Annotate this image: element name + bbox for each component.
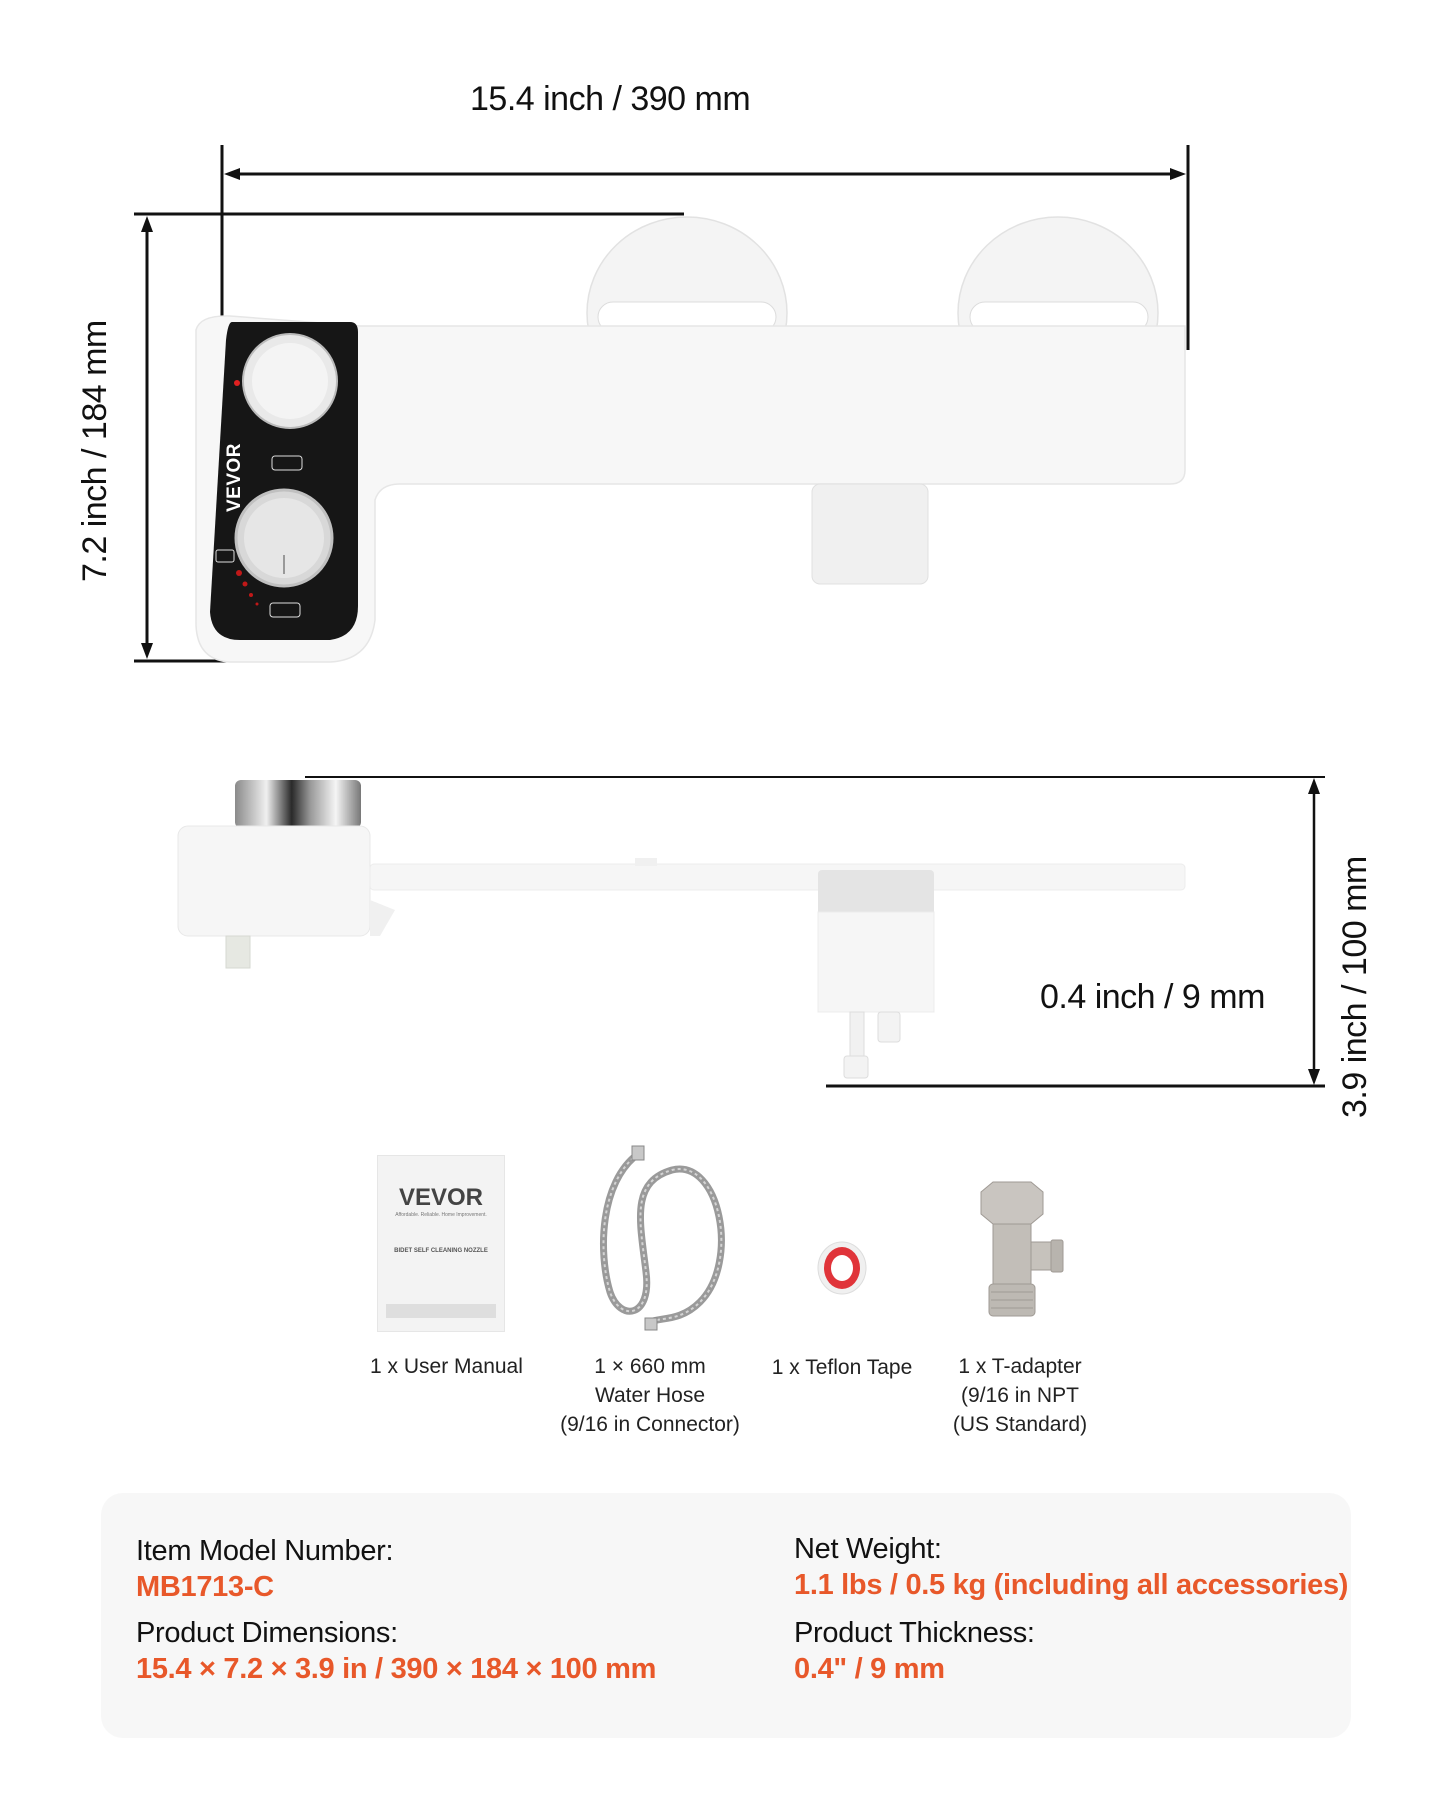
side-view-dimensions bbox=[0, 700, 1445, 1180]
thickness-dimension-label: 0.4 inch / 9 mm bbox=[1040, 978, 1265, 1016]
manual-tagline: Affordable. Reliable. Home Improvement. bbox=[395, 1212, 487, 1218]
height-dimension-label: 7.2 inch / 184 mm bbox=[76, 320, 114, 582]
accessory-water-hose-image bbox=[590, 1142, 730, 1342]
accessory-t-adapter-image bbox=[975, 1180, 1095, 1330]
accessory-user-manual-image bbox=[377, 1155, 505, 1332]
spec-thickness-label: Product Thickness: bbox=[794, 1617, 1035, 1649]
spec-thickness-value: 0.4" / 9 mm bbox=[794, 1653, 945, 1685]
accessory-teflon-tape-image bbox=[812, 1238, 872, 1308]
manual-brand: VEVOR bbox=[398, 1184, 484, 1211]
spec-model-label: Item Model Number: bbox=[136, 1535, 394, 1567]
control-panel-brand: VEVOR bbox=[224, 442, 245, 512]
spec-weight-value: 1.1 lbs / 0.5 kg (including all accessories) bbox=[794, 1569, 1349, 1601]
spec-weight-label: Net Weight: bbox=[794, 1533, 942, 1565]
spec-dimensions-value: 15.4 × 7.2 × 3.9 in / 390 × 184 × 100 mm bbox=[136, 1653, 657, 1685]
manual-title: BIDET SELF CLEANING NOZZLE bbox=[394, 1248, 488, 1254]
spec-model-value: MB1713-C bbox=[136, 1571, 274, 1603]
manual-footer-band bbox=[386, 1304, 496, 1318]
accessory-label-t-adapter: 1 x T-adapter (9/16 in NPT (US Standard) bbox=[952, 1355, 1088, 1436]
accessory-label-teflon-tape: 1 x Teflon Tape bbox=[771, 1356, 913, 1379]
side-height-dimension-label: 3.9 inch / 100 mm bbox=[1336, 856, 1374, 1118]
spec-panel bbox=[101, 1493, 1351, 1738]
width-dimension-label: 15.4 inch / 390 mm bbox=[470, 80, 751, 118]
accessory-label-water-hose: 1 × 660 mm Water Hose (9/16 in Connector) bbox=[560, 1355, 740, 1436]
spec-dimensions-label: Product Dimensions: bbox=[136, 1617, 398, 1649]
accessory-label-user-manual: 1 x User Manual bbox=[370, 1355, 523, 1378]
product-top-view bbox=[0, 0, 1445, 700]
